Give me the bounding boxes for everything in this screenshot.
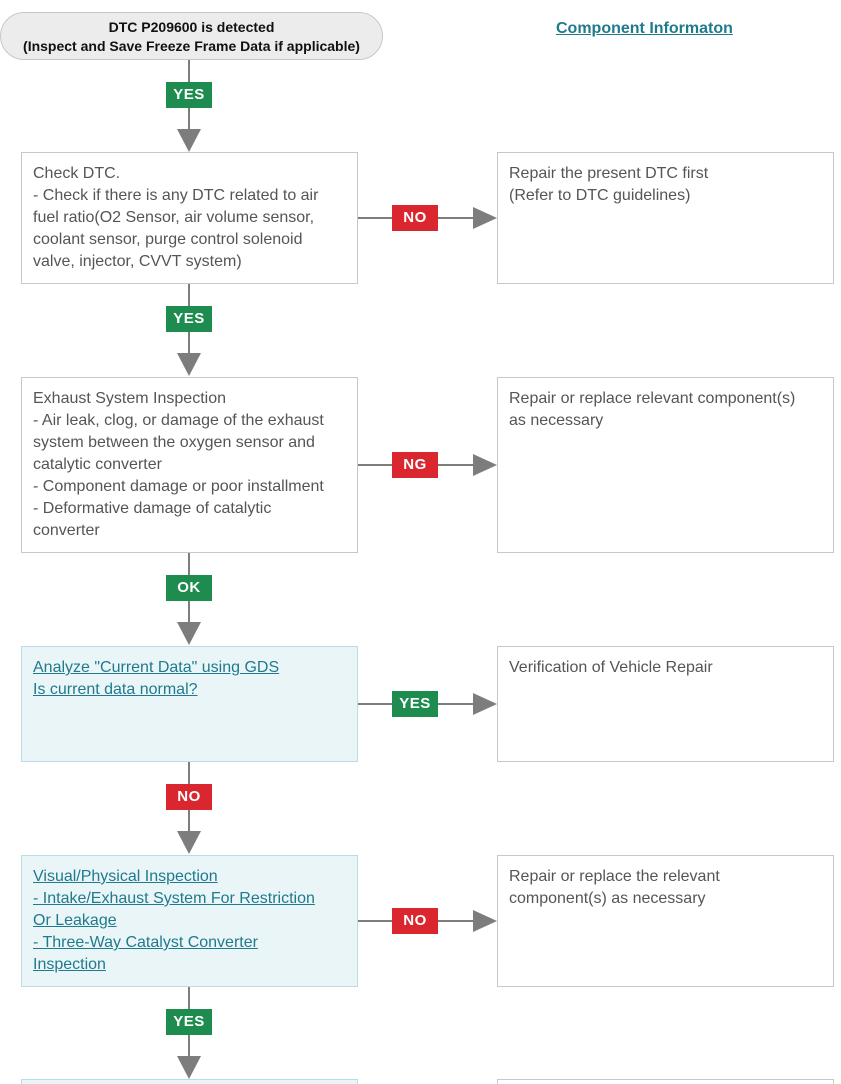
down-arrow: [177, 353, 201, 376]
right-arrow: [473, 207, 497, 229]
ng-label: NG: [392, 452, 438, 478]
connector-line: [438, 217, 474, 219]
connector-line: [188, 553, 190, 575]
connector-line: [358, 920, 392, 922]
down-arrow: [177, 1056, 201, 1079]
yes-label: YES: [166, 306, 212, 332]
down-arrow: [177, 622, 201, 645]
box-link-line[interactable]: Analyze "Current Data" using GDS: [33, 659, 280, 676]
box-line: Repair the present DTC first: [509, 165, 709, 182]
connector-line: [438, 920, 474, 922]
check-dtc-box: [21, 152, 358, 284]
no-label: NO: [392, 908, 438, 934]
right-arrow: [473, 910, 497, 932]
verification-box: [497, 646, 834, 762]
repair-component-box: [497, 855, 834, 987]
box-line: system between the oxygen sensor and: [33, 434, 315, 451]
box-link-line[interactable]: Or Leakage: [33, 912, 117, 929]
box-line: - Air leak, clog, or damage of the exhaust: [33, 412, 324, 429]
connector-line: [188, 284, 190, 306]
connector-line: [438, 703, 474, 705]
box-line: converter: [33, 522, 100, 539]
box-link-line[interactable]: - Three-Way Catalyst Converter: [33, 934, 258, 951]
box-line: Exhaust System Inspection: [33, 390, 226, 407]
right-arrow: [473, 454, 497, 476]
connector-line: [358, 217, 392, 219]
down-arrow: [177, 831, 201, 854]
yes-label: YES: [166, 82, 212, 108]
box-line: Repair or replace relevant component(s): [509, 390, 796, 407]
repair-dtc-box: [497, 152, 834, 284]
down-arrow: [177, 129, 201, 152]
box-line: Repair or replace the relevant: [509, 868, 720, 885]
connector-line: [188, 810, 190, 832]
exhaust-inspection-box: [21, 377, 358, 553]
box-line: fuel ratio(O2 Sensor, air volume sensor,: [33, 209, 315, 226]
start-terminal: [0, 12, 383, 60]
no-label: NO: [392, 205, 438, 231]
box-line: catalytic converter: [33, 456, 162, 473]
connector-line: [188, 60, 190, 82]
connector-line: [438, 464, 474, 466]
analyze-current-data-box[interactable]: [21, 646, 358, 762]
no-label: NO: [166, 784, 212, 810]
box-line: Verification of Vehicle Repair: [509, 659, 713, 676]
box-line: component(s) as necessary: [509, 890, 706, 907]
component-information-link[interactable]: Component Informaton: [556, 20, 733, 37]
connector-line: [358, 703, 392, 705]
connector-line: [188, 1035, 190, 1057]
connector-line: [188, 108, 190, 130]
start-title: DTC P209600 is detected: [108, 19, 275, 35]
right-arrow: [473, 693, 497, 715]
next-side-box: [497, 1079, 834, 1084]
connector-line: [188, 332, 190, 354]
next-step-box[interactable]: [21, 1079, 358, 1084]
box-line: as necessary: [509, 412, 604, 429]
repair-exhaust-box: [497, 377, 834, 553]
yes-label: YES: [166, 1009, 212, 1035]
connector-line: [358, 464, 392, 466]
box-line: - Check if there is any DTC related to air: [33, 187, 319, 204]
visual-physical-inspection-box[interactable]: [21, 855, 358, 987]
box-line: valve, injector, CVVT system): [33, 253, 242, 270]
box-link-line[interactable]: - Intake/Exhaust System For Restriction: [33, 890, 315, 907]
yes-label: YES: [392, 691, 438, 717]
box-link-line[interactable]: Visual/Physical Inspection: [33, 868, 218, 885]
box-line: - Deformative damage of catalytic: [33, 500, 272, 517]
box-link-line[interactable]: Is current data normal?: [33, 681, 198, 698]
connector-line: [188, 601, 190, 623]
ok-label: OK: [166, 575, 212, 601]
box-line: Check DTC.: [33, 165, 121, 182]
box-line: - Component damage or poor installment: [33, 478, 324, 495]
connector-line: [188, 762, 190, 784]
box-line: coolant sensor, purge control solenoid: [33, 231, 303, 248]
box-line: (Refer to DTC guidelines): [509, 187, 691, 204]
connector-line: [188, 987, 190, 1009]
start-subtitle: (Inspect and Save Freeze Frame Data if applicable): [23, 38, 360, 54]
box-link-line[interactable]: Inspection: [33, 956, 106, 973]
